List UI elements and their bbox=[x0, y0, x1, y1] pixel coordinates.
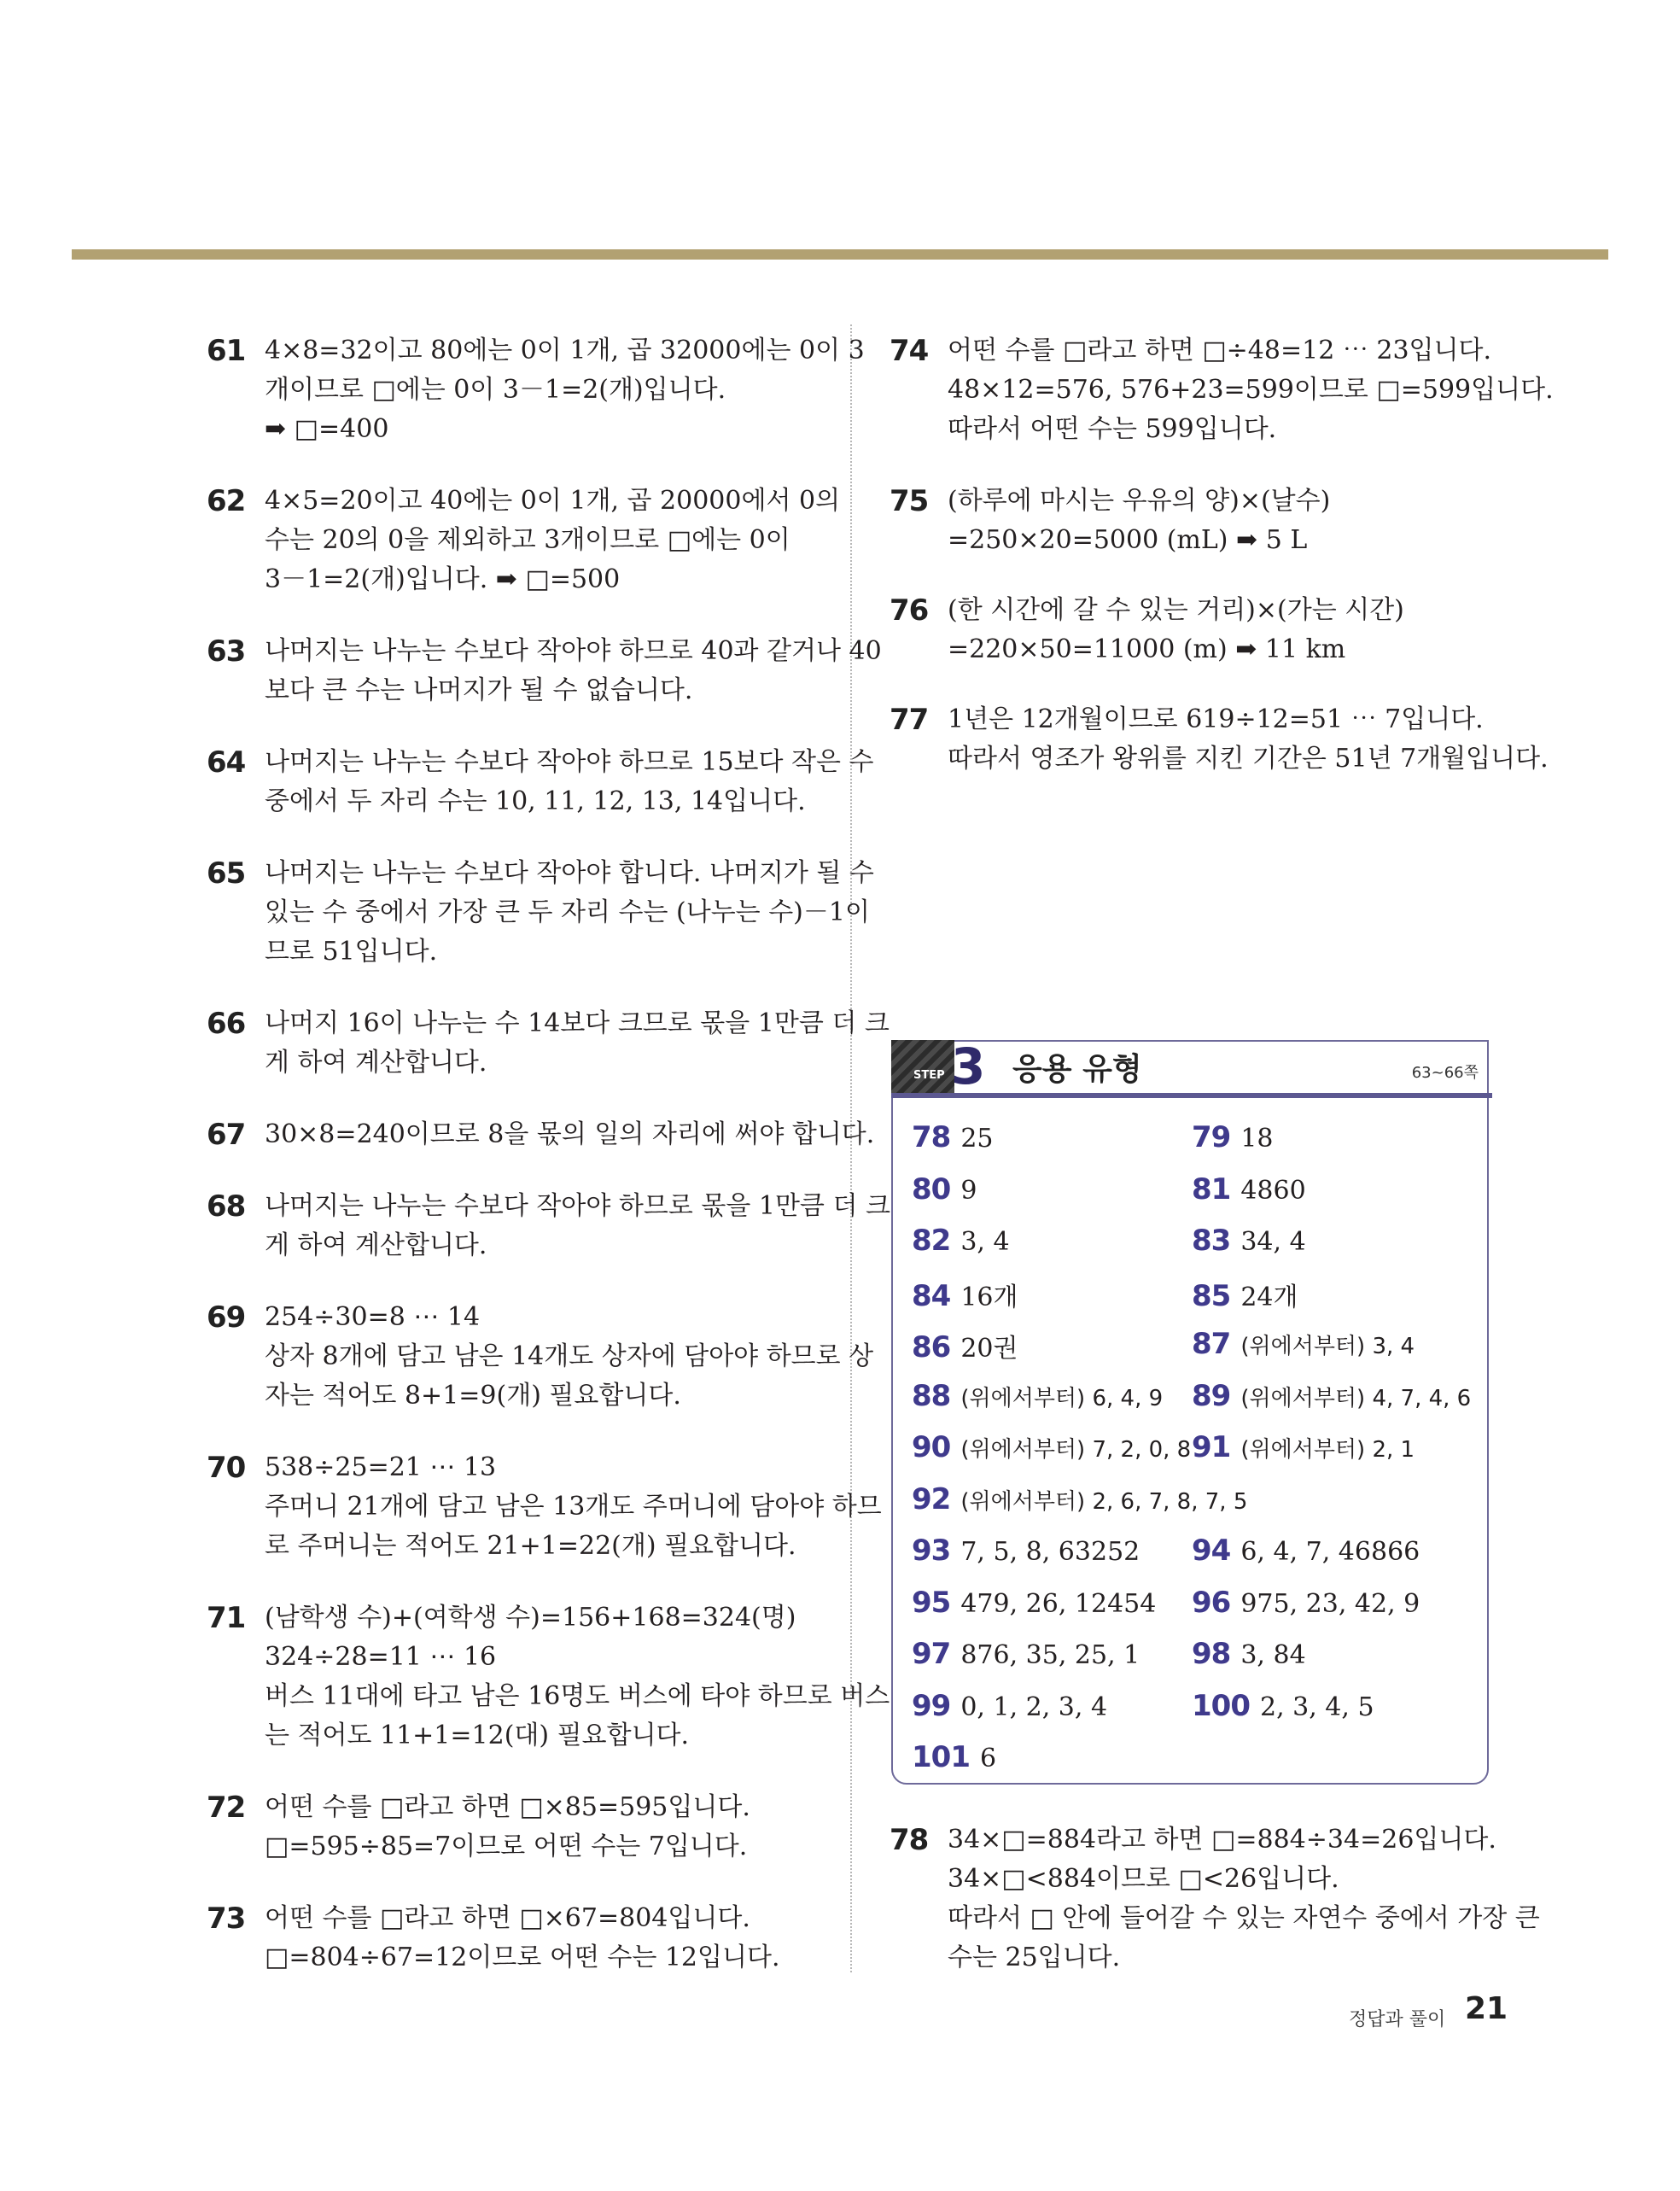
answer-number: 98 bbox=[1192, 1637, 1231, 1671]
answer-number: 95 bbox=[912, 1585, 951, 1620]
solution-line: 따라서 영조가 왕위를 지킨 기간은 51년 7개월입니다. bbox=[948, 744, 1549, 774]
solution-line: 게 하여 계산합니다. bbox=[265, 1230, 487, 1260]
answer-81 bbox=[1192, 1172, 1306, 1207]
answer-value: (위에서부터) 7, 2, 0, 8 bbox=[960, 1437, 1192, 1463]
answer-value: 4860 bbox=[1240, 1175, 1306, 1206]
answer-80 bbox=[912, 1172, 977, 1207]
answer-value: 479, 26, 12454 bbox=[960, 1588, 1157, 1619]
answer-79 bbox=[1192, 1120, 1274, 1154]
problem-number: 76 bbox=[890, 593, 929, 628]
answer-82 bbox=[912, 1224, 1010, 1258]
after-box-item bbox=[890, 1820, 1540, 1978]
problem-number: 72 bbox=[207, 1791, 246, 1825]
solution-line: 나머지는 나누는 수보다 작아야 하므로 15보다 작은 수 bbox=[265, 747, 874, 777]
solution-line: 로 주머니는 적어도 21+1=22(개) 필요합니다. bbox=[265, 1531, 796, 1561]
answer-value: 975, 23, 42, 9 bbox=[1240, 1588, 1420, 1619]
answer-number: 100 bbox=[1192, 1688, 1250, 1723]
solution-line: (남학생 수)+(여학생 수)=156+168=324(명) bbox=[265, 1603, 796, 1633]
solution-line: 따라서 어떤 수는 599입니다. bbox=[948, 414, 1277, 444]
answer-number: 96 bbox=[1192, 1585, 1231, 1620]
answer-97 bbox=[912, 1637, 1140, 1671]
solution-item-62 bbox=[207, 482, 872, 599]
solution-item-73 bbox=[207, 1899, 872, 1978]
answer-value: 20권 bbox=[960, 1334, 1018, 1364]
solution-item-76 bbox=[890, 591, 1555, 669]
answer-number: 87 bbox=[1192, 1327, 1231, 1361]
solution-line: 수는 25입니다. bbox=[948, 1943, 1121, 1972]
answer-value: 16개 bbox=[960, 1282, 1018, 1312]
answer-number: 86 bbox=[912, 1330, 951, 1364]
solution-line: ➡ □=400 bbox=[265, 414, 389, 444]
answer-90 bbox=[912, 1430, 1191, 1464]
answer-value: 7, 5, 8, 63252 bbox=[960, 1537, 1140, 1567]
answer-value: 25 bbox=[960, 1124, 994, 1154]
solution-line: 버스 11대에 타고 남은 16명도 버스에 타야 하므로 버스 bbox=[265, 1681, 890, 1711]
answer-95 bbox=[912, 1586, 1156, 1620]
answer-value: 9 bbox=[960, 1175, 977, 1206]
answer-number: 82 bbox=[912, 1224, 951, 1258]
problem-number: 61 bbox=[207, 334, 246, 368]
answer-number: 99 bbox=[912, 1688, 951, 1723]
solution-line: 중에서 두 자리 수는 10, 11, 12, 13, 14입니다. bbox=[265, 786, 806, 816]
answer-87 bbox=[1192, 1327, 1415, 1361]
solution-item-68 bbox=[207, 1187, 890, 1265]
solution-line: 324÷28=11 ⋯ 16 bbox=[265, 1642, 497, 1672]
answer-value: 18 bbox=[1240, 1124, 1274, 1154]
answer-number: 97 bbox=[912, 1637, 951, 1671]
solution-line: 보다 큰 수는 나머지가 될 수 없습니다. bbox=[265, 675, 693, 705]
answer-99 bbox=[912, 1689, 1107, 1723]
answer-number: 90 bbox=[912, 1430, 951, 1464]
answer-value: 876, 35, 25, 1 bbox=[960, 1640, 1140, 1670]
solution-item-74 bbox=[890, 331, 1555, 449]
solution-line: =220×50=11000 (m) ➡ 11 km bbox=[948, 634, 1346, 664]
answer-value: 6, 4, 7, 46866 bbox=[1240, 1537, 1420, 1567]
solution-line: □=804÷67=12이므로 어떤 수는 12입니다. bbox=[265, 1943, 780, 1972]
answer-number: 91 bbox=[1192, 1430, 1231, 1464]
problem-number: 70 bbox=[207, 1451, 246, 1485]
solution-item-71 bbox=[207, 1598, 890, 1756]
solution-line: 1년은 12개월이므로 619÷12=51 ⋯ 7입니다. bbox=[948, 704, 1484, 734]
solution-item-67 bbox=[207, 1115, 875, 1154]
solution-item-66 bbox=[207, 1004, 890, 1083]
answer-94 bbox=[1192, 1534, 1420, 1568]
answer-number: 89 bbox=[1192, 1378, 1231, 1413]
answer-value: (위에서부터) 6, 4, 9 bbox=[960, 1385, 1164, 1411]
answer-86 bbox=[912, 1327, 1018, 1364]
solution-line: 나머지는 나누는 수보다 작아야 하므로 40과 같거나 40 bbox=[265, 636, 882, 666]
problem-number: 67 bbox=[207, 1118, 246, 1152]
answer-98 bbox=[1192, 1637, 1306, 1671]
answer-91 bbox=[1192, 1430, 1415, 1464]
step-pages: 63~66쪽 bbox=[1411, 1064, 1479, 1082]
answer-number: 79 bbox=[1192, 1120, 1231, 1154]
answer-96 bbox=[1192, 1586, 1420, 1620]
answer-100 bbox=[1192, 1689, 1374, 1723]
solution-line: □=595÷85=7이므로 어떤 수는 7입니다. bbox=[265, 1832, 748, 1861]
answer-number: 94 bbox=[1192, 1534, 1231, 1568]
answer-78 bbox=[912, 1120, 994, 1154]
problem-number: 62 bbox=[207, 484, 246, 518]
solution-line: 개이므로 □에는 0이 3－1=2(개)입니다. bbox=[265, 375, 726, 405]
solution-line: 므로 51입니다. bbox=[265, 937, 438, 967]
solution-item-69 bbox=[207, 1298, 872, 1416]
step-header bbox=[891, 1037, 1492, 1098]
page-number: 21 bbox=[1465, 1991, 1508, 2026]
solution-line: 34×□=884라고 하면 □=884÷34=26입니다. bbox=[948, 1825, 1496, 1855]
answer-88 bbox=[912, 1379, 1163, 1413]
solution-item-77 bbox=[890, 700, 1555, 779]
answer-101 bbox=[912, 1740, 996, 1774]
problem-number: 63 bbox=[207, 634, 246, 669]
answer-number: 83 bbox=[1192, 1224, 1231, 1258]
answer-value: (위에서부터) 2, 1 bbox=[1240, 1437, 1415, 1463]
problem-number: 69 bbox=[207, 1300, 246, 1335]
problem-number: 71 bbox=[207, 1601, 246, 1635]
answer-number: 93 bbox=[912, 1534, 951, 1568]
answer-value: 0, 1, 2, 3, 4 bbox=[960, 1691, 1108, 1722]
solution-line: 나머지 16이 나누는 수 14보다 크므로 몫을 1만큼 더 크 bbox=[265, 1008, 890, 1038]
solution-line: 는 적어도 11+1=12(대) 필요합니다. bbox=[265, 1721, 690, 1750]
answer-value: 2, 3, 4, 5 bbox=[1259, 1691, 1374, 1722]
solution-line: 어떤 수를 □라고 하면 □×85=595입니다. bbox=[265, 1792, 750, 1822]
solution-line: 3－1=2(개)입니다. ➡ □=500 bbox=[265, 564, 621, 594]
solution-item-65 bbox=[207, 854, 872, 972]
answer-number: 101 bbox=[912, 1740, 970, 1774]
solution-line: 주머니 21개에 담고 남은 13개도 주머니에 담아야 하므 bbox=[265, 1492, 882, 1522]
solution-line: 48×12=576, 576+23=599이므로 □=599입니다. bbox=[948, 375, 1554, 405]
answer-number: 81 bbox=[1192, 1171, 1231, 1207]
solution-line: 따라서 □ 안에 들어갈 수 있는 자연수 중에서 가장 큰 bbox=[948, 1903, 1540, 1933]
answer-85 bbox=[1192, 1276, 1298, 1313]
solution-line: (하루에 마시는 우유의 양)×(날수) bbox=[948, 486, 1331, 516]
answer-value: 34, 4 bbox=[1240, 1227, 1306, 1257]
solution-line: 상자 8개에 담고 남은 14개도 상자에 담아야 하므로 상 bbox=[265, 1341, 874, 1371]
answer-value: 3, 84 bbox=[1240, 1640, 1306, 1670]
solution-line: 수는 20의 0을 제외하고 3개이므로 □에는 0이 bbox=[265, 525, 790, 555]
solution-line: =250×20=5000 (mL) ➡ 5 L bbox=[948, 525, 1308, 555]
problem-number: 74 bbox=[890, 334, 929, 368]
answer-93 bbox=[912, 1534, 1140, 1568]
solution-line: 538÷25=21 ⋯ 13 bbox=[265, 1452, 497, 1482]
answer-92 bbox=[912, 1482, 1247, 1516]
answer-value: 3, 4 bbox=[960, 1227, 1010, 1257]
answer-number: 92 bbox=[912, 1481, 951, 1516]
answer-value: 24개 bbox=[1240, 1282, 1298, 1312]
answer-number: 85 bbox=[1192, 1278, 1231, 1313]
answer-value: (위에서부터) 4, 7, 4, 6 bbox=[1240, 1385, 1472, 1411]
problem-number: 68 bbox=[207, 1189, 246, 1224]
solution-line: 어떤 수를 □라고 하면 □×67=804입니다. bbox=[265, 1903, 750, 1933]
answer-number: 84 bbox=[912, 1278, 951, 1313]
step3-answer-box bbox=[891, 1037, 1489, 1785]
top-decorative-bar bbox=[72, 249, 1608, 260]
answer-number: 80 bbox=[912, 1171, 951, 1207]
problem-number: 66 bbox=[207, 1007, 246, 1041]
answer-number: 78 bbox=[912, 1120, 951, 1154]
solution-line: 4×5=20이고 40에는 0이 1개, 곱 20000에서 0의 bbox=[265, 486, 841, 516]
solution-line: (한 시간에 갈 수 있는 거리)×(가는 시간) bbox=[948, 595, 1404, 625]
solution-line: 254÷30=8 ⋯ 14 bbox=[265, 1302, 481, 1332]
solution-line: 게 하여 계산합니다. bbox=[265, 1048, 487, 1078]
answer-84 bbox=[912, 1276, 1018, 1313]
answer-value: (위에서부터) 2, 6, 7, 8, 7, 5 bbox=[960, 1488, 1248, 1515]
solution-item-75 bbox=[890, 482, 1555, 560]
solution-line: 어떤 수를 □라고 하면 □÷48=12 ⋯ 23입니다. bbox=[948, 336, 1492, 365]
solution-item-72 bbox=[207, 1788, 872, 1867]
solution-line: 나머지는 나누는 수보다 작아야 합니다. 나머지가 될 수 bbox=[265, 858, 874, 888]
answer-89 bbox=[1192, 1379, 1471, 1413]
step-tab bbox=[891, 1040, 954, 1093]
solution-line: 있는 수 중에서 가장 큰 두 자리 수는 (나누는 수)－1이 bbox=[265, 897, 870, 927]
solution-line: 30×8=240이므로 8을 몫의 일의 자리에 써야 합니다. bbox=[265, 1119, 875, 1149]
answer-value: 6 bbox=[979, 1744, 997, 1773]
solution-line: 4×8=32이고 80에는 0이 1개, 곱 32000에는 0이 3 bbox=[265, 336, 865, 365]
problem-number: 64 bbox=[207, 745, 246, 780]
step-number: 3 bbox=[951, 1037, 986, 1096]
solution-line: 자는 적어도 8+1=9(개) 필요합니다. bbox=[265, 1381, 681, 1411]
answer-number: 88 bbox=[912, 1378, 951, 1413]
solution-item-78 bbox=[890, 1820, 1540, 1978]
problem-number: 73 bbox=[207, 1902, 246, 1936]
solution-item-61 bbox=[207, 331, 872, 449]
answer-83 bbox=[1192, 1224, 1306, 1258]
solution-item-70 bbox=[207, 1448, 882, 1566]
step-label: STEP bbox=[913, 1069, 945, 1082]
problem-number: 65 bbox=[207, 856, 246, 891]
problem-number: 78 bbox=[890, 1823, 929, 1857]
answer-value: (위에서부터) 3, 4 bbox=[1240, 1334, 1415, 1359]
footer-label: 정답과 풀이 bbox=[1349, 2009, 1446, 2030]
problem-number: 75 bbox=[890, 484, 929, 518]
solution-item-64 bbox=[207, 743, 872, 821]
problem-number: 77 bbox=[890, 703, 929, 737]
solution-line: 34×□<884이므로 □<26입니다. bbox=[948, 1864, 1339, 1894]
solution-item-63 bbox=[207, 632, 882, 710]
solution-line: 나머지는 나누는 수보다 작아야 하므로 몫을 1만큼 더 크 bbox=[265, 1191, 890, 1221]
step-title: 응용 유형 bbox=[1012, 1052, 1142, 1087]
